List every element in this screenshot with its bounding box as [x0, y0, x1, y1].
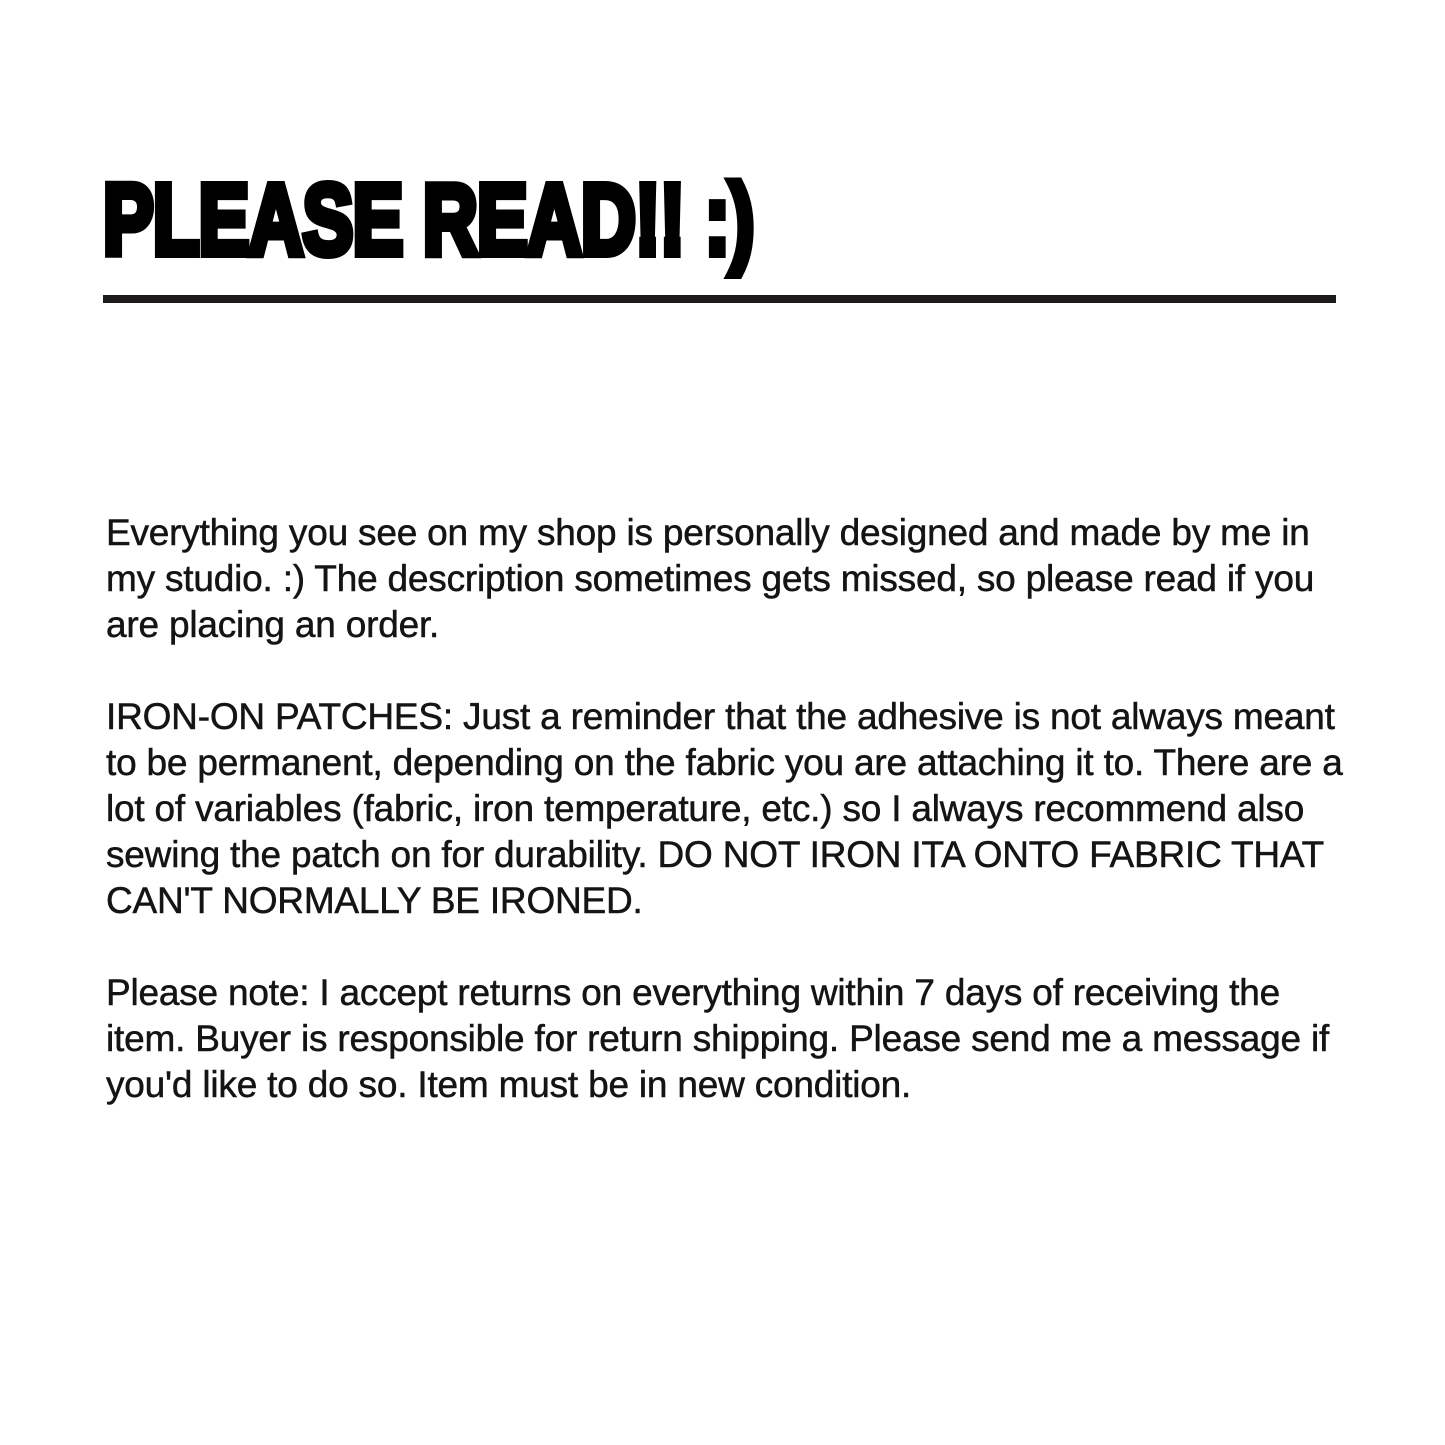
- title-divider: [103, 295, 1336, 303]
- page-title: PLEASE READ!! :): [103, 164, 754, 276]
- paragraph-iron-on-patches: IRON-ON PATCHES: Just a reminder that the adhesive is not always meant to be permanent, depending on the fabric you are attaching it to. There are a lot of variables (fabric, iron temperature, etc.) so I always recommend also sewing the patch on for durability. DO NOT IRON ITA ONTO FABRIC THAT CAN'T NORMALLY BE IRONED.: [106, 696, 1343, 921]
- body-text: [106, 510, 1358, 1108]
- paragraph-returns: Please note: I accept returns on everything within 7 days of receiving the item. Buyer is responsible for return shipping. Please send me a message if you'd like to do so. Item must be in new condition.: [106, 972, 1330, 1105]
- paragraph-intro: Everything you see on my shop is personally designed and made by me in my studio. :) The description sometimes gets missed, so please read if you are placing an order.: [106, 512, 1315, 645]
